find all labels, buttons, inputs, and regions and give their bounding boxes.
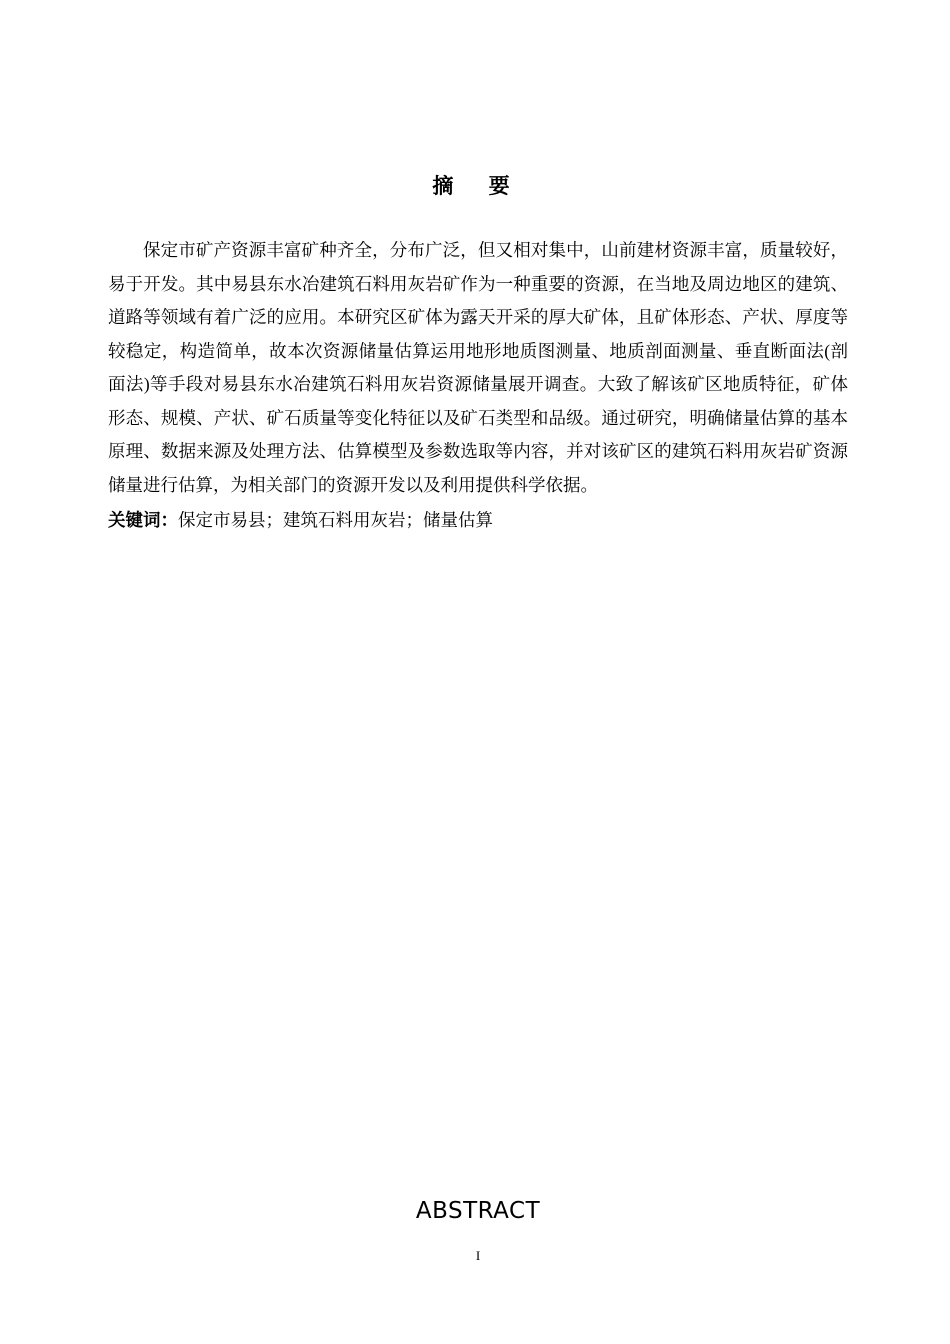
abstract-heading: 摘 要 [432, 174, 524, 198]
abstract-en-heading: ABSTRACT [415, 1198, 541, 1224]
keywords-line [108, 504, 848, 538]
keywords-label: 关键词： [108, 511, 178, 531]
page-number: I [475, 1248, 481, 1263]
keywords-value: 保定市易县；建筑石料用灰岩；储量估算 [178, 510, 493, 530]
page-content [108, 0, 848, 1344]
abstract-paragraph: 保定市矿产资源丰富矿种齐全，分布广泛，但又相对集中，山前建材资源丰富，质量较好，易于开发。其中易县东水冶建筑石料用灰岩矿作为一种重要的资源，在当地及周边地区的建筑、道路等领域有着广泛的应用。本研究区矿体为露天开采的厚大矿体，且矿体形态、产状、厚度等较稳定，构造简单，故本次资源储量估算运用地形地质图测量、地质剖面测量、垂直断面法(剖面法)等手段对易县东水冶建筑石料用灰岩资源储量展开调查。大致了解该矿区地质特征，矿体形态、规模、产状、矿石质量等变化特征以及矿石类型和品级。通过研究，明确储量估算的基本原理、数据来源及处理方法、估算模型及参数选取等内容，并对该矿区的建筑石料用灰岩矿资源储量进行估算，为相关部门的资源开发以及利用提供科学依据。 [108, 240, 848, 495]
